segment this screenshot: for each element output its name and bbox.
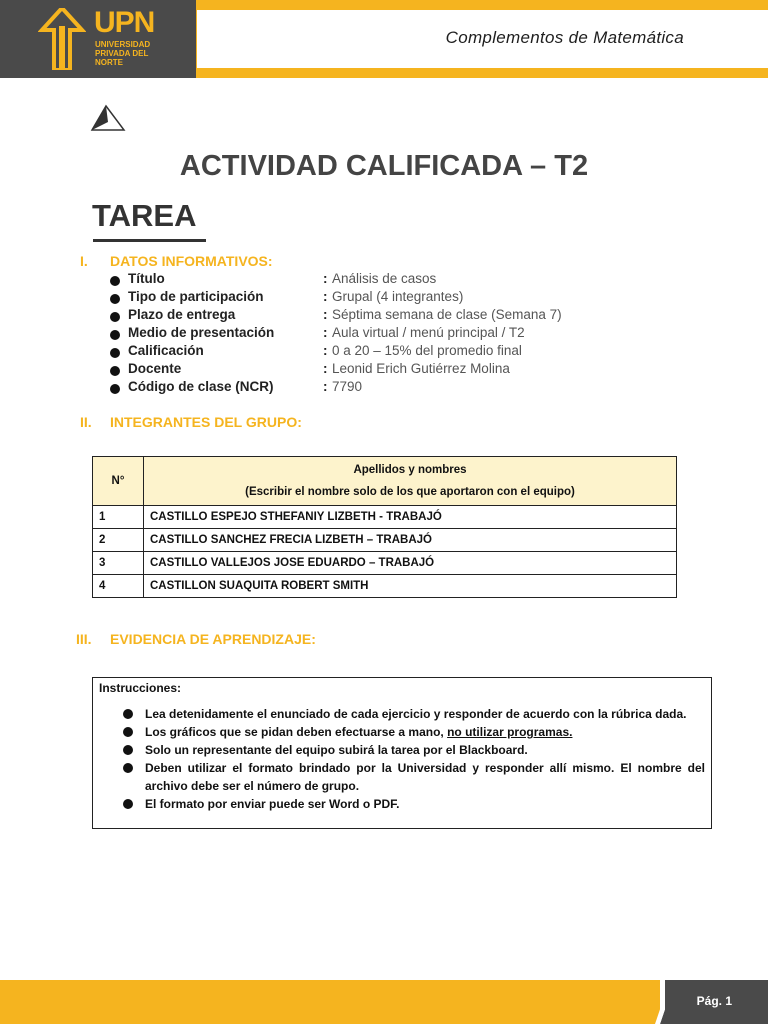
instruction-underlined-text: no utilizar programas. — [447, 725, 573, 739]
column-header-name — [144, 457, 677, 506]
instructions-title: Instrucciones: — [99, 681, 182, 695]
info-value: 0 a 20 – 15% del promedio final — [332, 343, 522, 358]
info-label: Calificación — [128, 343, 204, 358]
info-row-tipo — [110, 289, 710, 307]
table-row — [93, 529, 677, 552]
bullet-icon — [110, 366, 120, 376]
bullet-icon — [123, 727, 133, 737]
row-name: CASTILLO SANCHEZ FRECIA LIZBETH – TRABAJÓ — [144, 529, 677, 552]
bullet-icon — [123, 799, 133, 809]
info-value: 7790 — [332, 379, 363, 394]
info-value: Séptima semana de clase (Semana 7) — [332, 307, 562, 322]
section-heading-datos — [80, 253, 273, 269]
info-colon: : — [323, 361, 328, 376]
course-title: Complementos de Matemática — [445, 28, 684, 47]
bullet-icon — [110, 312, 120, 322]
info-label: Docente — [128, 361, 182, 376]
info-list — [110, 271, 710, 397]
subtitle-underline — [93, 239, 206, 242]
info-colon: : — [323, 289, 328, 304]
info-colon: : — [323, 271, 328, 286]
row-number: 2 — [93, 529, 144, 552]
info-value: Análisis de casos — [332, 271, 437, 286]
bullet-icon — [110, 330, 120, 340]
members-table — [92, 456, 677, 598]
navigation-arrow-icon — [90, 104, 126, 134]
bullet-icon — [123, 709, 133, 719]
page-number: Pág. 1 — [696, 994, 732, 1008]
section-number: III. — [76, 631, 92, 647]
page-header — [0, 0, 768, 78]
info-colon: : — [323, 325, 328, 340]
list-item — [123, 759, 705, 795]
upn-arrow-icon — [38, 8, 86, 70]
section-title: EVIDENCIA DE APRENDIZAJE: — [110, 631, 316, 647]
info-row-codigo — [110, 379, 710, 397]
info-row-docente — [110, 361, 710, 379]
table-row — [93, 552, 677, 575]
column-header-name-line1: Apellidos y nombres — [353, 464, 467, 476]
row-name: CASTILLO ESPEJO STHEFANIY LIZBETH - TRABAJÓ — [144, 506, 677, 529]
section-heading-evidencia — [76, 631, 316, 647]
logo-text: UPN — [94, 6, 155, 39]
row-number: 4 — [93, 575, 144, 598]
bullet-icon — [110, 276, 120, 286]
table-row — [93, 575, 677, 598]
page-subtitle: TAREA — [92, 198, 197, 233]
instructions-list — [123, 705, 705, 813]
bullet-icon — [110, 384, 120, 394]
info-row-titulo — [110, 271, 710, 289]
info-colon: : — [323, 307, 328, 322]
logo-subtext: UNIVERSIDAD PRIVADA DEL NORTE — [95, 40, 151, 67]
logo — [0, 0, 196, 78]
list-item — [123, 723, 705, 741]
info-label: Plazo de entrega — [128, 307, 236, 322]
info-colon: : — [323, 379, 328, 394]
table-row — [93, 506, 677, 529]
info-row-plazo — [110, 307, 710, 325]
row-name: CASTILLON SUAQUITA ROBERT SMITH — [144, 575, 677, 598]
footer-accent-bar — [0, 980, 660, 1024]
info-label: Código de clase (NCR) — [128, 379, 274, 394]
instruction-text: El formato por enviar puede ser Word o PDF. — [145, 797, 400, 811]
list-item — [123, 741, 705, 759]
instructions-box — [92, 677, 712, 829]
list-item — [123, 795, 705, 813]
bullet-icon — [110, 348, 120, 358]
row-number: 3 — [93, 552, 144, 575]
section-heading-integrantes — [80, 414, 302, 430]
instruction-text: Deben utilizar el formato brindado por la Universidad y responder allí mismo. El nombre del archivo debe ser el número de grupo. — [145, 761, 705, 793]
info-label: Título — [128, 271, 165, 286]
bullet-icon — [123, 745, 133, 755]
info-row-calificacion — [110, 343, 710, 361]
bullet-icon — [123, 763, 133, 773]
bullet-icon — [110, 294, 120, 304]
instruction-text: Solo un representante del equipo subirá la tarea por el Blackboard. — [145, 743, 528, 757]
section-number: I. — [80, 253, 88, 269]
info-colon: : — [323, 343, 328, 358]
table-header-row — [93, 457, 677, 506]
section-title: DATOS INFORMATIVOS: — [110, 253, 273, 269]
page-footer — [0, 980, 768, 1024]
info-value: Aula virtual / menú principal / T2 — [332, 325, 525, 340]
list-item — [123, 705, 705, 723]
row-number: 1 — [93, 506, 144, 529]
info-value: Leonid Erich Gutiérrez Molina — [332, 361, 510, 376]
page-title: ACTIVIDAD CALIFICADA – T2 — [179, 150, 589, 182]
info-row-medio — [110, 325, 710, 343]
row-name: CASTILLO VALLEJOS JOSE EDUARDO – TRABAJÓ — [144, 552, 677, 575]
column-header-number: N° — [93, 457, 144, 506]
instruction-text: Lea detenidamente el enunciado de cada ejercicio y responder de acuerdo con la rúbrica dada. — [145, 707, 687, 721]
section-number: II. — [80, 414, 92, 430]
instruction-text: Los gráficos que se pidan deben efectuarse a mano, — [145, 725, 448, 739]
info-value: Grupal (4 integrantes) — [332, 289, 464, 304]
section-title: INTEGRANTES DEL GRUPO: — [110, 414, 302, 430]
info-label: Medio de presentación — [128, 325, 275, 340]
column-header-name-line2: (Escribir el nombre solo de los que aportaron con el equipo) — [245, 486, 575, 498]
info-label: Tipo de participación — [128, 289, 264, 304]
